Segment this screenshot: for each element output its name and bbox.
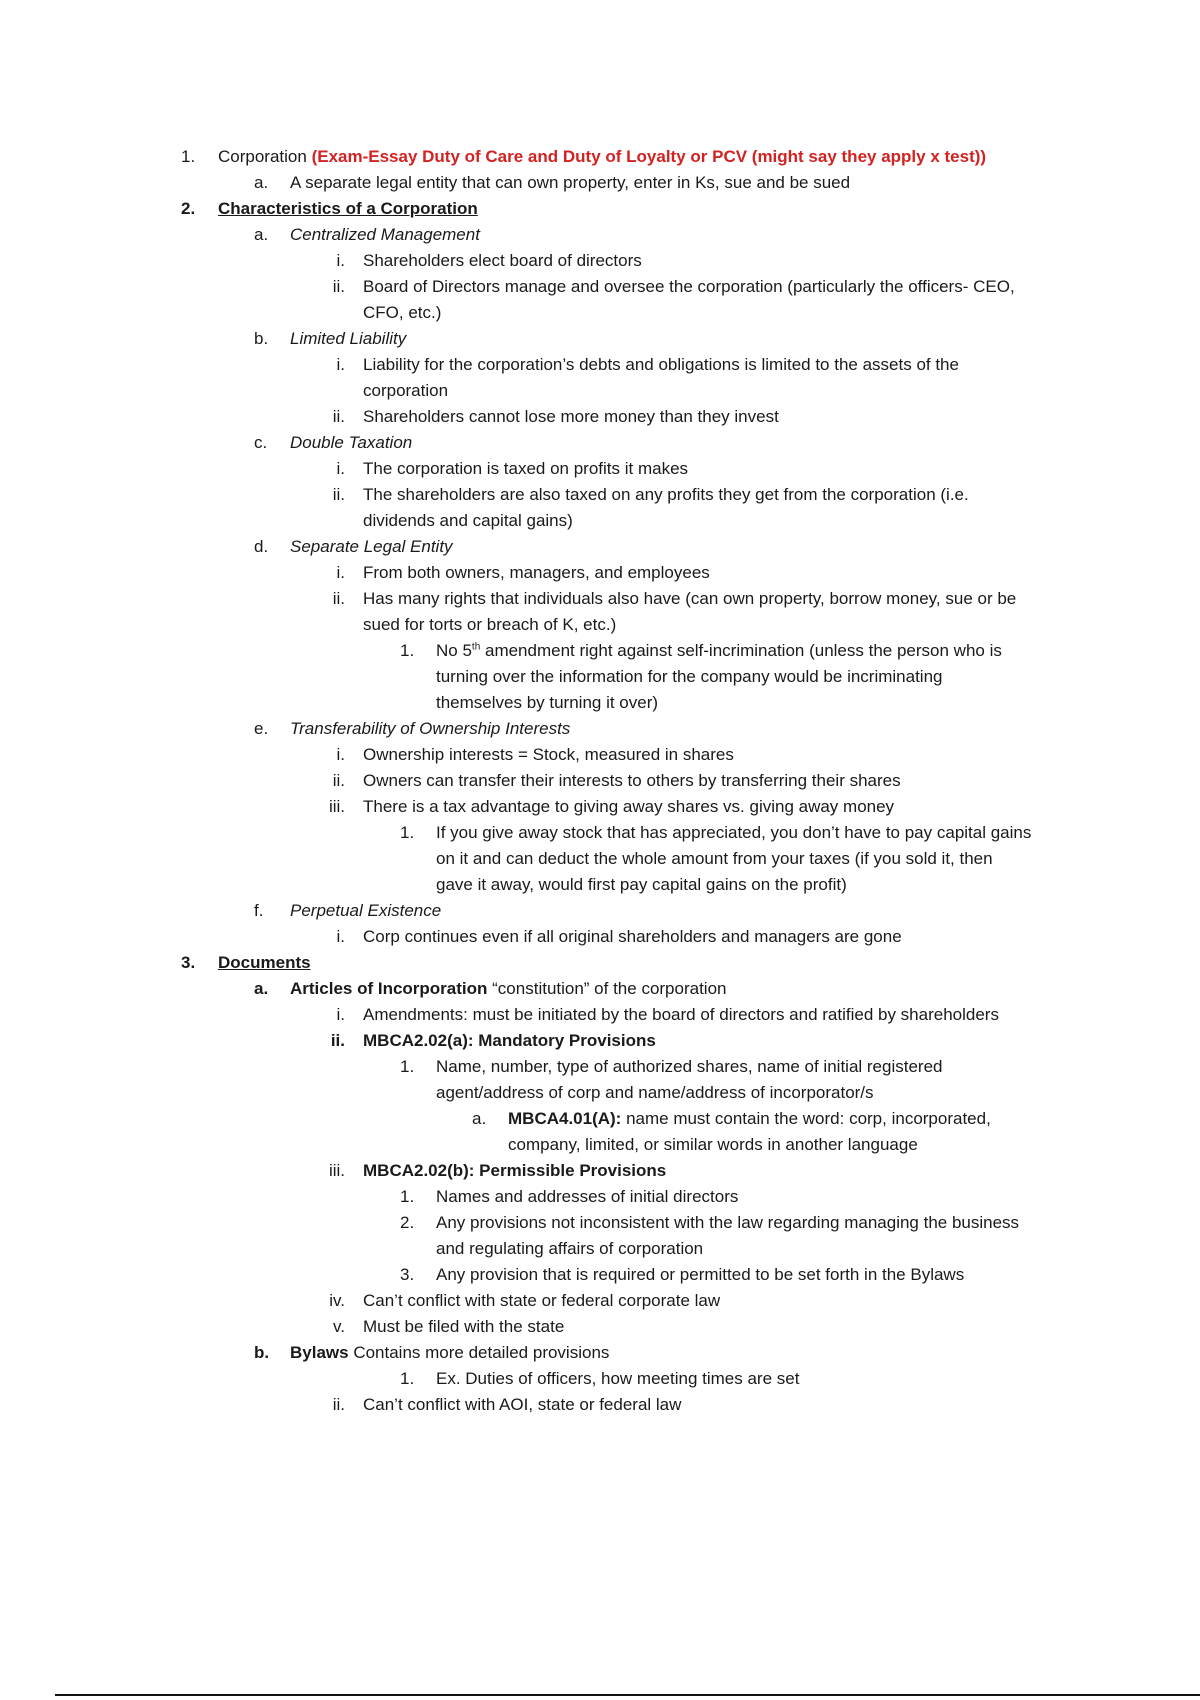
list-number: i. bbox=[336, 251, 345, 270]
outline-document bbox=[0, 144, 1200, 1418]
list-item bbox=[0, 456, 1200, 482]
list-text: Must be filed with the state bbox=[363, 1317, 565, 1336]
list-text: There is a tax advantage to giving away shares vs. giving away money bbox=[363, 797, 895, 816]
list-text: Amendments: must be initiated by the board of directors and ratified by shareholders bbox=[363, 1005, 999, 1024]
section-corporation bbox=[0, 144, 1200, 170]
list-text: Ex. Duties of officers, how meeting times are set bbox=[436, 1369, 800, 1388]
list-item bbox=[0, 1392, 1200, 1418]
list-number: 1. bbox=[181, 147, 196, 166]
list-text: Shareholders elect board of directors bbox=[363, 251, 642, 270]
list-text: gave it away, would first pay capital gains on the profit) bbox=[436, 875, 847, 894]
list-number: 1. bbox=[400, 641, 415, 660]
list-item bbox=[0, 768, 1200, 794]
list-item bbox=[0, 534, 1200, 560]
list-text: Ownership interests = Stock, measured in shares bbox=[363, 745, 734, 764]
list-text: turning over the information for the company would be incriminating bbox=[436, 667, 943, 686]
list-number: i. bbox=[336, 459, 345, 478]
list-text: dividends and capital gains) bbox=[363, 511, 573, 530]
list-number: 1. bbox=[400, 1057, 415, 1076]
list-number: 2. bbox=[400, 1213, 415, 1232]
list-number: i. bbox=[336, 1005, 345, 1024]
list-number: b. bbox=[254, 329, 269, 348]
list-text: Has many rights that individuals also have (can own property, borrow money, sue or be bbox=[363, 589, 1017, 608]
footer-rule bbox=[55, 1694, 1200, 1696]
list-item-continuation bbox=[0, 872, 1200, 898]
list-text: “constitution” of the corporation bbox=[487, 979, 727, 998]
list-item bbox=[0, 222, 1200, 248]
list-item bbox=[0, 586, 1200, 612]
list-text: If you give away stock that has appreciated, you don’t have to pay capital gains bbox=[436, 823, 1032, 842]
subheading: Centralized Management bbox=[290, 225, 480, 244]
list-item-continuation bbox=[0, 508, 1200, 534]
list-text: Names and addresses of initial directors bbox=[436, 1187, 739, 1206]
subheading: Bylaws bbox=[290, 1343, 349, 1362]
list-item-continuation bbox=[0, 1080, 1200, 1106]
section-characteristics bbox=[0, 196, 1200, 222]
list-number: e. bbox=[254, 719, 269, 738]
subheading: Double Taxation bbox=[290, 433, 413, 452]
list-number: iii. bbox=[328, 1161, 345, 1180]
list-number: i. bbox=[336, 355, 345, 374]
list-item-continuation bbox=[0, 612, 1200, 638]
list-number: iii. bbox=[328, 797, 345, 816]
subheading: Perpetual Existence bbox=[290, 901, 442, 920]
list-text: Corp continues even if all original shareholders and managers are gone bbox=[363, 927, 902, 946]
list-number: a. bbox=[254, 173, 269, 192]
list-text: Name, number, type of authorized shares, name of initial registered bbox=[436, 1057, 943, 1076]
list-item bbox=[0, 794, 1200, 820]
list-item bbox=[0, 560, 1200, 586]
list-item bbox=[0, 1340, 1200, 1366]
list-number: ii. bbox=[330, 1031, 345, 1050]
list-item bbox=[0, 430, 1200, 456]
list-item bbox=[0, 742, 1200, 768]
list-text: agent/address of corp and name/address of incorporator/s bbox=[436, 1083, 874, 1102]
list-item bbox=[0, 976, 1200, 1002]
list-item bbox=[0, 924, 1200, 950]
list-item bbox=[0, 1106, 1200, 1132]
list-item-continuation bbox=[0, 300, 1200, 326]
list-number: i. bbox=[336, 563, 345, 582]
list-text: Any provisions not inconsistent with the law regarding managing the business bbox=[436, 1213, 1020, 1232]
list-item bbox=[0, 898, 1200, 924]
list-number: 1. bbox=[400, 823, 415, 842]
list-text: Can’t conflict with state or federal corporate law bbox=[363, 1291, 721, 1310]
list-number: a. bbox=[254, 979, 269, 998]
superscript: th bbox=[471, 641, 481, 653]
list-item bbox=[0, 482, 1200, 508]
list-item bbox=[0, 1262, 1200, 1288]
list-item bbox=[0, 1210, 1200, 1236]
section-title: Documents bbox=[218, 953, 311, 972]
list-number: i. bbox=[336, 927, 345, 946]
section-title: Characteristics of a Corporation bbox=[218, 199, 478, 218]
list-text: on it and can deduct the whole amount from your taxes (if you sold it, then bbox=[436, 849, 993, 868]
list-number: 1. bbox=[400, 1369, 415, 1388]
list-number: iv. bbox=[329, 1291, 345, 1310]
list-item bbox=[0, 1028, 1200, 1054]
list-item bbox=[0, 638, 1200, 664]
list-text: themselves by turning it over) bbox=[436, 693, 659, 712]
list-number: f. bbox=[254, 901, 264, 920]
list-text: Liability for the corporation’s debts and obligations is limited to the assets of the bbox=[363, 355, 959, 374]
list-number: 3. bbox=[181, 953, 196, 972]
list-text: The corporation is taxed on profits it makes bbox=[363, 459, 689, 478]
list-text: Any provision that is required or permitted to be set forth in the Bylaws bbox=[436, 1265, 965, 1284]
list-item-continuation bbox=[0, 664, 1200, 690]
list-item bbox=[0, 274, 1200, 300]
list-item bbox=[0, 1184, 1200, 1210]
list-item bbox=[0, 1158, 1200, 1184]
list-item bbox=[0, 820, 1200, 846]
section-title: Corporation bbox=[218, 147, 307, 166]
list-text: Board of Directors manage and oversee the corporation (particularly the officers- CEO, bbox=[363, 277, 1015, 296]
subheading: Transferability of Ownership Interests bbox=[290, 719, 571, 738]
list-item bbox=[0, 1054, 1200, 1080]
list-text: MBCA2.02(a): Mandatory Provisions bbox=[363, 1031, 656, 1050]
list-number: ii. bbox=[332, 277, 345, 296]
list-item-continuation bbox=[0, 1132, 1200, 1158]
list-text: company, limited, or similar words in another language bbox=[508, 1135, 918, 1154]
list-number: 2. bbox=[181, 199, 196, 218]
list-text: MBCA2.02(b): Permissible Provisions bbox=[363, 1161, 667, 1180]
subheading: Articles of Incorporation bbox=[290, 979, 488, 998]
list-item bbox=[0, 352, 1200, 378]
list-number: a. bbox=[254, 225, 269, 244]
list-item-continuation bbox=[0, 1236, 1200, 1262]
list-item-continuation bbox=[0, 846, 1200, 872]
list-text: Can’t conflict with AOI, state or federal law bbox=[363, 1395, 682, 1414]
list-text: Owners can transfer their interests to others by transferring their shares bbox=[363, 771, 901, 790]
list-number: ii. bbox=[332, 1395, 345, 1414]
list-number: v. bbox=[333, 1317, 345, 1336]
list-item bbox=[0, 1288, 1200, 1314]
list-number: d. bbox=[254, 537, 269, 556]
list-number: c. bbox=[254, 433, 268, 452]
list-number: ii. bbox=[332, 589, 345, 608]
list-number: ii. bbox=[332, 485, 345, 504]
list-text: name must contain the word: corp, incorporated, bbox=[621, 1109, 991, 1128]
list-item-continuation bbox=[0, 378, 1200, 404]
list-item bbox=[0, 404, 1200, 430]
list-number: i. bbox=[336, 745, 345, 764]
list-text: Shareholders cannot lose more money than they invest bbox=[363, 407, 779, 426]
list-text: From both owners, managers, and employees bbox=[363, 563, 710, 582]
list-text: sued for torts or breach of K, etc.) bbox=[363, 615, 617, 634]
list-number: ii. bbox=[332, 407, 345, 426]
list-item bbox=[0, 1366, 1200, 1392]
list-number: 3. bbox=[400, 1265, 415, 1284]
list-text: corporation bbox=[363, 381, 449, 400]
list-text: No 5 bbox=[436, 641, 472, 660]
list-item bbox=[0, 716, 1200, 742]
list-item bbox=[0, 1314, 1200, 1340]
section-documents bbox=[0, 950, 1200, 976]
list-text: amendment right against self-incrimination (unless the person who is bbox=[480, 641, 1002, 660]
list-number: 1. bbox=[400, 1187, 415, 1206]
list-number: ii. bbox=[332, 771, 345, 790]
list-item bbox=[0, 326, 1200, 352]
statute-label: MBCA4.01(A): bbox=[508, 1109, 622, 1128]
list-item bbox=[0, 1002, 1200, 1028]
list-item bbox=[0, 248, 1200, 274]
list-item bbox=[0, 170, 1200, 196]
list-text: and regulating affairs of corporation bbox=[436, 1239, 704, 1258]
exam-note: (Exam-Essay Duty of Care and Duty of Loyalty or PCV (might say they apply x test)) bbox=[311, 147, 987, 166]
list-item-continuation bbox=[0, 690, 1200, 716]
list-text: CFO, etc.) bbox=[363, 303, 442, 322]
list-text: Contains more detailed provisions bbox=[348, 1343, 610, 1362]
subheading: Limited Liability bbox=[290, 329, 407, 348]
subheading: Separate Legal Entity bbox=[290, 537, 453, 556]
list-text: The shareholders are also taxed on any profits they get from the corporation (i.e. bbox=[363, 485, 969, 504]
list-number: b. bbox=[254, 1343, 270, 1362]
list-text: A separate legal entity that can own property, enter in Ks, sue and be sued bbox=[290, 173, 851, 192]
list-number: a. bbox=[472, 1109, 487, 1128]
